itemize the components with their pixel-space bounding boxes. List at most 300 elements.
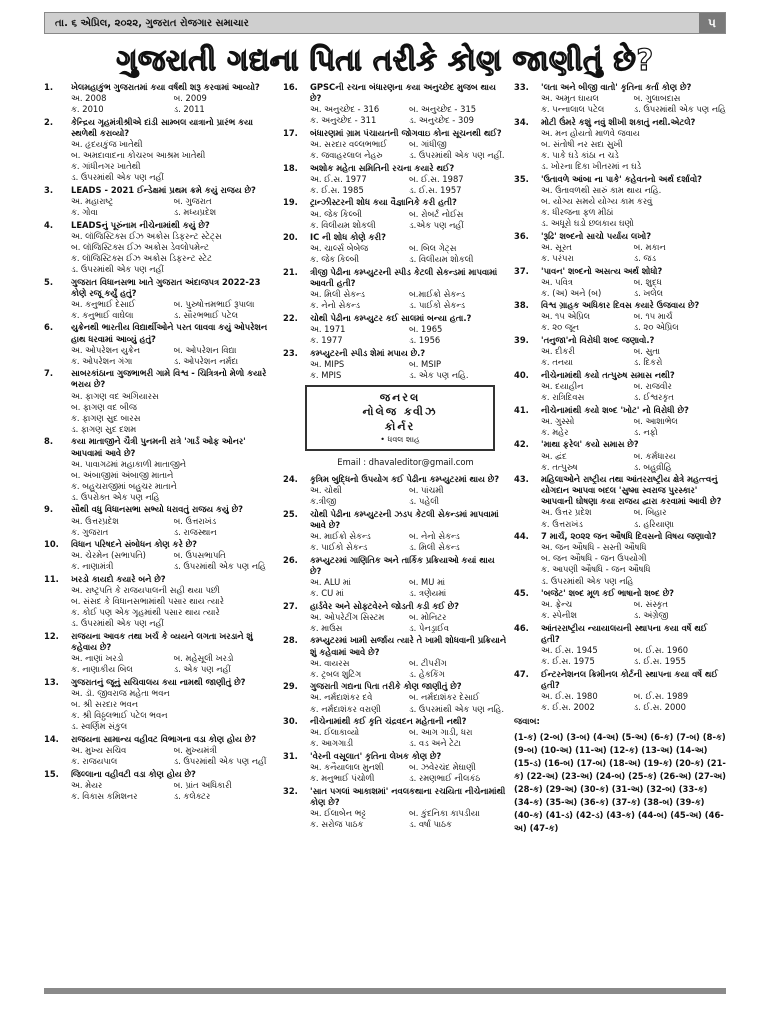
question-column-2	[283, 82, 508, 832]
answer-option: બ. સંસ્કૃત	[633, 599, 668, 610]
question-item	[283, 751, 508, 784]
question-item	[44, 677, 276, 732]
question-text: યુક્રેનથી ભારતીય વિદ્યાર્થીઓને પરત લાવવા કયું ઓપરેશન હાથ ધરવામાં આવ્યું હતું?	[71, 322, 268, 344]
answer-option: અ. અનુચ્છેદ - 316	[310, 104, 380, 115]
question-text: વિશ્વ ગ્રાહક અધિકાર દિવસ કયારે ઉજવાય છે?	[541, 300, 700, 311]
question-text: હાર્ડવેર અને સોફ્ટવેરને જોડતી કડી કઈ છે?	[310, 600, 459, 611]
answer-option: ક. બહુચરાજીમાં બહુચર માતાને	[71, 480, 177, 491]
answer-option: ક. 1977	[310, 335, 343, 346]
answer-option: ડ. સ્વર્ણિમ સંકુલ	[71, 721, 128, 732]
answer-option: ડ. ઉપરમાંથી એક પણ નહીં	[173, 756, 267, 767]
bottom-rule	[44, 988, 726, 994]
answer-option: ક. ફાગણ સુદ બારસ	[71, 412, 141, 423]
answer-option: અ. મેયર	[71, 779, 103, 790]
question-number: 3.	[44, 184, 54, 195]
answer-option: અ. ઉત્તર પ્રદેશ	[541, 507, 592, 518]
answer-option: ડ. રમણભાઈ નીલકંઠ	[409, 773, 481, 784]
answer-option: ક. નાણાકીય બિલ	[71, 664, 133, 675]
question-text: 'વેરની વસૂલાત' કૃતિના લેખક કોણ છે?	[310, 750, 442, 761]
question-item	[514, 82, 726, 115]
question-text: વિધાન પરિષદને સંબોધન કોણ કરે છે?	[71, 539, 198, 550]
answer-option: ડ. ઈશ્વરકૃત	[633, 392, 674, 403]
question-item	[44, 368, 276, 435]
answer-option: બ. અંબાજીમાં અંબાજી માતાને	[71, 469, 174, 480]
question-number: 42.	[514, 439, 529, 450]
question-number: 30.	[283, 716, 298, 727]
question-text: ગુજરાત વિધાનસભા ખાતે ગુજરાત અંદાજપત્ર 2022-23 કોણે રજૂ કર્યું હતું?	[71, 276, 261, 298]
question-options	[283, 692, 508, 714]
question-item	[283, 601, 508, 634]
issue-date: તા. ૬ એપ્રિલ, ૨૦૨૨, ગુજરાત રોજગાર સમાચાર	[55, 17, 249, 29]
answer-option: બ. નેનો સેકન્ડ	[409, 531, 460, 542]
answer-option: અ. ફાગણ વદ અગિયારસ	[71, 390, 159, 401]
question-options	[44, 139, 276, 183]
answer-option: ડ. ત્રણેયમાં	[409, 588, 447, 599]
question-text: 'પાવન' શબ્દનો અસત્ય અર્થ શોધો?	[541, 265, 663, 276]
question-text: 7 માર્ચ, ૨૦૨૨ જન ઔષધિ દિવસનો વિષય જણાવો?	[541, 531, 717, 542]
question-column-1	[44, 82, 276, 803]
answer-option: ડ. પહેલી	[409, 496, 440, 507]
answer-option: બ. નર્મદાશંકર દેસાઈ	[409, 692, 480, 703]
question-text: ત્રીજી પેઢીના કમ્પ્યુટરની સ્પીડ કેટલી સેકન્ડમાં માપવામાં આવતી હતી?	[310, 267, 498, 289]
question-item	[514, 174, 726, 229]
answer-option: બ. ગુજરાત	[173, 195, 212, 206]
question-item	[283, 716, 508, 749]
answer-option: ક. ઈ.સ. 2002	[541, 702, 595, 713]
answer-option: અ. માઈક્રો સેકન્ડ	[310, 531, 371, 542]
answer-option: અ. જેક કિલ્બી	[310, 208, 362, 219]
quiz-box-line-2: નોલેજ ક્વીઝ	[362, 405, 438, 419]
question-number: 36.	[514, 230, 529, 241]
question-options	[44, 585, 276, 629]
answer-option: ક. માઉસ	[310, 622, 343, 633]
answer-option: બ. સુતા	[633, 346, 660, 357]
question-number: 34.	[514, 116, 529, 127]
answer-option: અ. મુખ્ય સચિવ	[71, 744, 127, 755]
question-options	[283, 531, 508, 553]
question-options	[514, 416, 726, 438]
question-options	[514, 242, 726, 264]
answer-option: ડ. વડ અને ટેટા	[409, 738, 461, 749]
question-item	[283, 786, 508, 830]
question-text: GPSCની રચના બંધારણના કયા અનુચ્છેદ મુજબ થાય છે?	[310, 82, 496, 104]
question-number: 47.	[514, 668, 529, 679]
answer-option: ક. ધીરજના ફળ મીઠાં	[541, 207, 614, 218]
quiz-box-line-3: કોર્નર	[384, 419, 416, 433]
answer-option: ડ. બહુવ્રીહિ	[633, 461, 672, 472]
question-item	[283, 163, 508, 196]
answer-option: ડ. ખલેલ	[633, 287, 663, 298]
answer-option: અ. નાણાં ખરડો	[71, 653, 124, 664]
question-number: 13.	[44, 676, 59, 687]
answer-option: ક. અનુચ્છેદ - 311	[310, 115, 377, 126]
answer-option: અ. સૂરત	[541, 241, 572, 252]
question-options	[44, 345, 276, 367]
question-text: રાજયના સામાન્ય વહીવટ વિભાગના વડા કોણ હોય છે?	[71, 733, 257, 744]
question-options	[44, 93, 276, 115]
question-options	[283, 658, 508, 680]
question-number: 15.	[44, 768, 59, 779]
question-item	[283, 232, 508, 265]
question-number: 7.	[44, 368, 54, 379]
answer-option: અ. ૧૫ એપ્રિલ	[541, 311, 590, 322]
answer-option: અ. કનુભાઈ દેસાઈ	[71, 298, 136, 309]
answer-option: ક. આપણી ઔષધિ - જન ઔષધિ	[541, 564, 651, 575]
question-number: 4.	[44, 219, 54, 230]
answer-option: ક. ઓપરેશન ગંગા	[71, 355, 133, 366]
question-options	[514, 93, 726, 115]
answer-option: બ. મકાન	[633, 241, 666, 252]
answer-option: ક. ગાંધીનગર ખાતેથી	[71, 161, 141, 172]
answer-option: બ. શુદ્ધ	[633, 276, 662, 287]
question-item	[283, 635, 508, 679]
question-options	[44, 196, 276, 218]
question-options	[283, 243, 508, 265]
question-text: બંધારણમાં ગ્રામ પંચાયતની જોગવાઇ કોના સૂચનથી થઈ?	[310, 127, 502, 138]
question-text: મહિલાઓને રાષ્ટ્રીય તથા આંતરરાષ્ટ્રીય ક્ષેત્રે મહત્ત્વનું યોગદાન આપવા બદલ 'સુષ્મા સ્વરાજ પુરસ્કાર' આપવાની ઘોષણા કયા રાજય દ્વારા કરવામાં આવી છે?	[541, 474, 722, 507]
question-number: 43.	[514, 474, 529, 485]
answer-option: ડ. વર્ષા પાઠક	[409, 818, 452, 829]
answer-option: બ. ઈ.સ. 1987	[409, 173, 464, 184]
answer-option: બ. મહેસૂલી ખરડો	[173, 653, 234, 664]
question-item	[44, 322, 276, 366]
question-options	[44, 550, 276, 572]
question-item	[44, 769, 276, 802]
answer-option: ક. (અ) અને (બ)	[541, 287, 602, 298]
question-text: ઈન્ટરનેશનલ ક્રિમીનલ કોર્ટની સ્થાપના કયા વર્ષે થઈ હતી?	[541, 668, 718, 690]
answer-option: અ. ઉતાવળથી સારું કામ થાય નહિ.	[541, 184, 662, 195]
answer-option: બ. પ્રાંત અધિકારી	[173, 779, 232, 790]
answer-option: ક. પન્નાલાલ પટેલ	[541, 104, 605, 115]
question-number: 31.	[283, 750, 298, 761]
question-text: આંતરરાષ્ટ્રીય ન્યાયાલયની સ્થાપના કયા વર્ષે થઈ હતી?	[541, 622, 708, 644]
question-item	[44, 734, 276, 767]
answer-option: બ.માઈક્રો સેકન્ડ	[409, 289, 465, 300]
answer-option: બ. બિહાર	[633, 507, 667, 518]
question-number: 44.	[514, 531, 529, 542]
answer-option: ક. રાજયપાલ	[71, 756, 118, 767]
question-number: 8.	[44, 436, 54, 447]
answer-option: બ. લૉજિસ્ટિક્સ ઈઝ અક્રોસ ડેવલોપમેન્ટ	[71, 241, 210, 252]
answer-option: ડ. હેકકિંગ	[409, 668, 445, 679]
answer-option: બ. રોબર્ટ નોઈસ	[409, 208, 464, 219]
question-item	[514, 231, 726, 264]
question-number: 28.	[283, 635, 298, 646]
answer-option: અ. ગુસ્સો	[541, 415, 575, 426]
question-text: જિલ્લાના વહીવટી વડા કોણ હોય છે?	[71, 768, 196, 779]
question-item	[514, 266, 726, 299]
question-text: અશોક મહેતા સમિતિની રચના કયારે થઈ?	[310, 162, 455, 173]
answer-option: ડ. અધૂરો ઘડો છલકાય ઘણો	[541, 218, 634, 229]
answer-option: અ. ઓપરેશન યુક્રેન	[71, 344, 140, 355]
answer-option: ક. વિકાસ કમિશનર	[71, 790, 138, 801]
question-text: રાજયના આવક તથા ખર્ચ કે વ્યયને લગતા ખરડાને શું કહેવાય છે?	[71, 631, 253, 653]
answer-option: ડ. હરિયાણા	[633, 518, 674, 529]
answer-option: અ. ઈલાકાવ્યો	[310, 727, 360, 738]
question-text: નીચેનામાંથી કઈ કૃતિ ચંદ્રવદન મહેતાની નથી?	[310, 716, 467, 727]
question-text: સૌથી વધુ વિધાનસભા સભ્યો ધરાવતું રાજય કયું છે?	[71, 504, 243, 515]
question-number: 35.	[514, 173, 529, 184]
answer-option: અ. ચેરમેન (સભાપતિ)	[71, 550, 146, 561]
answer-option: ક. MPIS	[310, 369, 342, 380]
answer-option: અ. દ્વંદ	[541, 450, 567, 461]
answer-option: ક. પાકે ઘડે કાંઠા ન ચડે	[541, 150, 619, 161]
question-options	[514, 507, 726, 529]
quiz-box-line-1: જનરલ	[379, 390, 421, 404]
quiz-box-author: • ધવલ શાહ	[380, 435, 420, 445]
answer-option: ક. કોઈ પણ એક ગૃહમાંથી પસાર થાય ત્યારે	[71, 607, 220, 618]
answer-option: બ. રાજવીર	[633, 380, 672, 391]
answer-option: બ. ૧૫ માર્ચ	[633, 311, 673, 322]
answer-option: બ. યોગ્ય સમયે યોગ્ય કામ કરવું	[541, 195, 653, 206]
page-number: ૫	[699, 13, 725, 33]
answer-option: અ. પવિત્ર	[541, 276, 573, 287]
question-number: 25.	[283, 508, 298, 519]
question-text: ખેલમહાકુંભ ગુજરાતમાં કયા વર્ષથી શરૂ કરવામાં આવ્યો?	[71, 82, 260, 92]
question-text: ચોથી પેઢીના કમ્પ્યુટર કઈ સાલમાં બન્યા હતા.?	[310, 312, 472, 323]
answer-option: બ. પુરુષોત્તમભાઈ રૂપાલા	[173, 298, 255, 309]
answer-option: ક. ટ્રબલ શુટિંગ	[310, 668, 362, 679]
answer-option: અ. 1971	[310, 323, 346, 334]
question-options	[283, 485, 508, 507]
answer-option: અ. રાષ્ટ્રપતિ કે રાજયપાલની સહી થયા પછી	[71, 585, 220, 596]
question-item	[44, 82, 276, 115]
answer-option: ડ. ઉપરમાંથી એક પણ નહીં	[71, 264, 164, 274]
question-item	[44, 436, 276, 503]
question-item	[283, 267, 508, 311]
question-item	[283, 681, 508, 714]
answer-option: ડ. પેનડ્રાઈવ	[409, 622, 449, 633]
question-number: 12.	[44, 631, 59, 641]
question-text: 'બજેટ' શબ્દ મૂળ કઈ ભાષાનો શબ્દ છે?	[541, 588, 675, 599]
question-number: 5.	[44, 276, 54, 287]
answer-option: બ. ઉત્તરાખંડ	[173, 515, 217, 526]
answer-option: બ. જન ઔષધિ - જન ઉપયોગી	[541, 553, 647, 564]
answer-option: અ. ઈ.સ. 1980	[541, 690, 598, 701]
answer-option: અ. કનૈયાલાલ મુનશી	[310, 761, 384, 772]
answer-option: ક. શ્રી વિઠ્ઠલભાઈ પટેલ ભવન	[71, 710, 168, 721]
question-options	[514, 277, 726, 299]
answer-option: ડ. સૌરભભાઈ પટેલ	[173, 309, 238, 320]
answer-option: બ. મોનિટર	[409, 611, 447, 622]
question-text: 'માથા ફરેલ' કયો સમાસ છે?	[541, 439, 639, 450]
question-number: 23.	[283, 347, 298, 358]
answer-option: બ. કુંદનિકા કાપડીયા	[409, 807, 480, 818]
answer-option: ક. પરંપરા	[541, 252, 574, 263]
answer-option: અ. ચાર્લ્સ બેબેજ	[310, 243, 369, 254]
question-text: 'લતા અને બીજી વાતો' કૃતિના કર્તા કોણ છે?	[541, 82, 692, 92]
question-options	[283, 577, 508, 599]
question-item	[44, 504, 276, 537]
question-number: 14.	[44, 733, 59, 744]
question-item	[44, 574, 276, 629]
answer-option: બ. આગ ગાડી, ધરા	[409, 727, 473, 738]
question-item	[514, 531, 726, 586]
question-options	[283, 762, 508, 784]
answer-option: ડ. મધ્યપ્રદેશ	[173, 207, 217, 218]
answer-option: અ. પાવાગઢમાં મહાકાળી માતાજીને	[71, 458, 187, 469]
question-item	[514, 588, 726, 621]
question-column-3	[514, 82, 726, 835]
question-options	[44, 688, 276, 732]
question-options	[44, 516, 276, 538]
question-text: કમ્પ્યુટરની સ્પીડ શેમાં મપાય છે.?	[310, 347, 426, 358]
answer-option: બ. અનુચ્છેદ - 315	[409, 104, 477, 115]
question-options	[44, 391, 276, 435]
question-number: 24.	[283, 474, 298, 485]
question-options	[283, 209, 508, 231]
question-text: 'રૂઢિ' શબ્દનો સાચો પર્યાય લખો?	[541, 230, 652, 241]
question-item	[514, 669, 726, 713]
answer-option: ક. સરોજ પાઠક	[310, 818, 364, 829]
answer-option: ક. મહેર	[541, 426, 569, 437]
answer-option: ડ. નફો	[633, 426, 658, 437]
answer-option: ડ. ૨૦ એપ્રિલ	[633, 322, 679, 333]
answer-option: ક. આગગાડી	[310, 738, 354, 749]
question-text: ગુજરાતી ગદ્યના પિતા તરીકે કોણ જાણીતું છે?	[310, 681, 462, 692]
answer-option: ડ. ઉપરમાંથી એક પણ નહિ.	[409, 703, 505, 714]
question-number: 41.	[514, 404, 529, 415]
answer-option: અ. દયાહીન	[541, 380, 584, 391]
question-number: 9.	[44, 504, 54, 515]
question-item	[514, 370, 726, 403]
question-item	[44, 539, 276, 572]
answer-option: ડ. ઉપરમાંથી એક પણ નહીં.	[409, 150, 505, 161]
answer-option: અ. ડૉ. જીવરાજ મહેતા ભવન	[71, 687, 170, 698]
question-options	[44, 459, 276, 503]
question-text: 'સાત પગલાં આકાશમાં' નવલકથાના રચયિતા નીચેનામાંથી કોણ છે?	[310, 785, 506, 807]
answer-option: બ. MSIP	[409, 358, 442, 369]
answer-option: બ. કર્મધારય	[633, 450, 676, 461]
question-text: કમ્પ્યુટરમાં ગાણિતિક અને તાર્કિક પ્રક્રિયાઓ કયાં થાય છે?	[310, 554, 495, 576]
answer-option: અ. ઈલાબેન ભટ્ટ	[310, 807, 366, 818]
question-text: LEADS - 2021 ઈન્ડેક્ષમાં પ્રથમ ક્રમે કયું રાજય છે?	[71, 184, 256, 195]
question-text: કયા માતાજીને ચૈત્રી પુનમની રાત્રે 'ગાર્ડ ઓફ ઓનર' આપવામાં આવે છે?	[71, 436, 246, 458]
answer-option: બ. સંસદ કે વિધાનસભામાંથી પસાર થાય ત્યારે	[71, 596, 224, 607]
answer-option: બ. MU માં	[409, 576, 446, 587]
question-text: IC ની શોધ કોણે કરી?	[310, 232, 386, 243]
question-options	[514, 451, 726, 473]
question-item	[44, 631, 276, 675]
question-options	[283, 104, 508, 126]
question-number: 39.	[514, 335, 529, 346]
question-options	[44, 299, 276, 321]
answer-option: ડ. ઉપરમાંથી એક પણ નહિ	[173, 561, 266, 572]
question-number: 16.	[283, 82, 298, 92]
answer-option: અ. દીકરી	[541, 346, 575, 357]
answer-option: બ. ગુલાબદાસ	[633, 93, 681, 104]
page-header-bar	[44, 12, 726, 34]
question-options	[514, 381, 726, 403]
answer-option: બ. ફાગણ વદ બીજ	[71, 401, 137, 412]
answer-option: ડ. ઈ.સ. 2000	[633, 702, 686, 713]
answer-option: બ. મુખ્યમંત્રી	[173, 744, 217, 755]
answer-option: ક. ઈ.સ. 1985	[310, 184, 364, 195]
answer-option: ડ. ઉપરમાંથી એક પણ નહીં	[71, 172, 164, 183]
question-options	[44, 653, 276, 675]
question-item	[514, 405, 726, 438]
answer-option: અ. લૉજિસ્ટિક્સ ઈઝ અક્રોસ ડિફરન્ટ સ્ટેટ્સ	[71, 230, 222, 241]
answer-option: અ. મન હોયતો માળવે જવાય	[541, 127, 640, 138]
answer-option: ક. 2010	[71, 104, 104, 115]
question-number: 32.	[283, 785, 298, 796]
question-number: 6.	[44, 322, 54, 333]
question-text: 'ઉતાવળે આંબા ના પાકે' કહેવતનો અર્થ દર્શાવો?	[541, 173, 703, 184]
answer-option: ડ. ઈ.સ. 1955	[633, 656, 686, 667]
question-number: 37.	[514, 265, 529, 276]
page-headline: ગુજરાતી ગદ્યના પિતા તરીકે કોણ જાણીતું છે?	[116, 43, 654, 77]
answer-option: અ. ચોથી	[310, 485, 342, 496]
answer-option: ડ. ઉપરમાંથી એક પણ નહિ	[541, 575, 634, 586]
answer-option: ક. તત્પુરુષ	[541, 461, 578, 472]
question-text: 'તનુજા'નો વિરોધી શબ્દ જણાવો.?	[541, 335, 655, 346]
question-options	[514, 691, 726, 713]
answer-option: બ. 1965	[409, 323, 443, 334]
question-item	[514, 300, 726, 333]
answer-option: ડ. રાજસ્થાન	[173, 526, 217, 537]
answer-option: ડ. ખોરના દિકા ખીતરમાં ન ઘડે	[541, 161, 642, 172]
question-text: ટ્રાન્ઝીસ્ટરની શોધ કયા વૈજ્ઞાનિકે કરી હતી?	[310, 197, 457, 208]
answer-option: અ. સરદાર વલ્લભભાઈ	[310, 138, 387, 149]
answer-option: ડ. ઓપરેશન નર્મદા	[173, 355, 239, 366]
answer-option: ક. મનુભાઈ પંચોળી	[310, 773, 375, 784]
answer-option: બ. ઉપસભાપતિ	[173, 550, 226, 561]
question-number: 29.	[283, 681, 298, 692]
question-item	[514, 335, 726, 368]
question-options	[514, 645, 726, 667]
question-item	[514, 474, 726, 529]
question-text: ગુજરાતનું જૂનું સચિવાલય કયા નામથી જાણીતું છે?	[71, 676, 246, 687]
answer-option: બ. ગાંધીજી	[409, 138, 447, 149]
answer-option: ક. કનુભાઈ વાઘેલા	[71, 309, 134, 320]
editor-email: Email : dhavaleditor@gmail.com	[337, 457, 474, 468]
question-options	[514, 311, 726, 333]
answer-option: ક. તનયા	[541, 357, 573, 368]
question-item	[44, 185, 276, 218]
question-text: કૃત્રિમ બુદ્ધિનો ઉપયોગ કઈ પેઢીના કમ્પ્યુટરમાં થાય છે?	[310, 474, 500, 485]
answer-key: (1-ક) (2-બ) (3-બ) (4-અ) (5-અ) (6-ક) (7-બ) (8-ક) (9-બ) (10-અ) (11-અ) (12-ક) (13-અ) (14-અ) (15-ડ) (16-બ) (17-બ) (18-અ) (19-ક) (20-ક) (21-ક) (22-અ) (23-અ) (24-બ) (25-ક) (26-અ) (27-અ) (28-ક) (29-અ) (30-ક) (31-અ) (32-બ) (33-ક) (34-ક) (35-અ) (36-ક) (37-ક) (38-બ) (39-ક) (40-ક) (41-ડ) (42-ડ) (43-ક) (44-બ) (45-અ) (46-અ) (47-ક)	[514, 731, 726, 833]
question-number: 1.	[44, 82, 54, 92]
answer-option: ક. CU માં	[310, 588, 344, 599]
answer-option: ક. ગુજરાત	[71, 526, 109, 537]
question-options	[283, 139, 508, 161]
question-options	[283, 324, 508, 346]
question-options	[44, 231, 276, 275]
answer-option: અ. ALU માં	[310, 576, 351, 587]
answer-option: ડ. મિલી સેકન્ડ	[409, 542, 460, 553]
question-options	[283, 174, 508, 196]
answer-option: ક. નેનો સેકન્ડ	[310, 300, 360, 311]
answer-option: ડ. જડ	[633, 252, 656, 263]
question-item	[283, 82, 508, 126]
answer-option: ડ. ફાગણ સુદ દશમ	[71, 423, 137, 434]
question-number: 26.	[283, 554, 298, 565]
question-text: મોટી ઉંમરે કશું નવું શીખી શકાતું નથી.એટલે?	[541, 116, 696, 127]
question-number: 33.	[514, 82, 529, 92]
question-number: 2.	[44, 116, 54, 127]
answer-option: ડ. ઉપરોક્ત એક પણ નહિ	[71, 491, 160, 502]
question-number: 46.	[514, 622, 529, 633]
question-options	[283, 289, 508, 311]
question-item	[44, 220, 276, 275]
question-text: નીચેનામાંથી કયો તત્પુરુષ સમાસ નથી?	[541, 369, 675, 380]
answer-option: અ. મિલી સેકન્ડ	[310, 289, 365, 300]
answer-option: અ. હૃદયકુંજ ખાતેથી	[71, 138, 143, 149]
answer-option: બ. આશાભેલ	[633, 415, 678, 426]
question-number: 21.	[283, 267, 298, 277]
question-number: 10.	[44, 539, 59, 550]
question-item	[283, 509, 508, 553]
